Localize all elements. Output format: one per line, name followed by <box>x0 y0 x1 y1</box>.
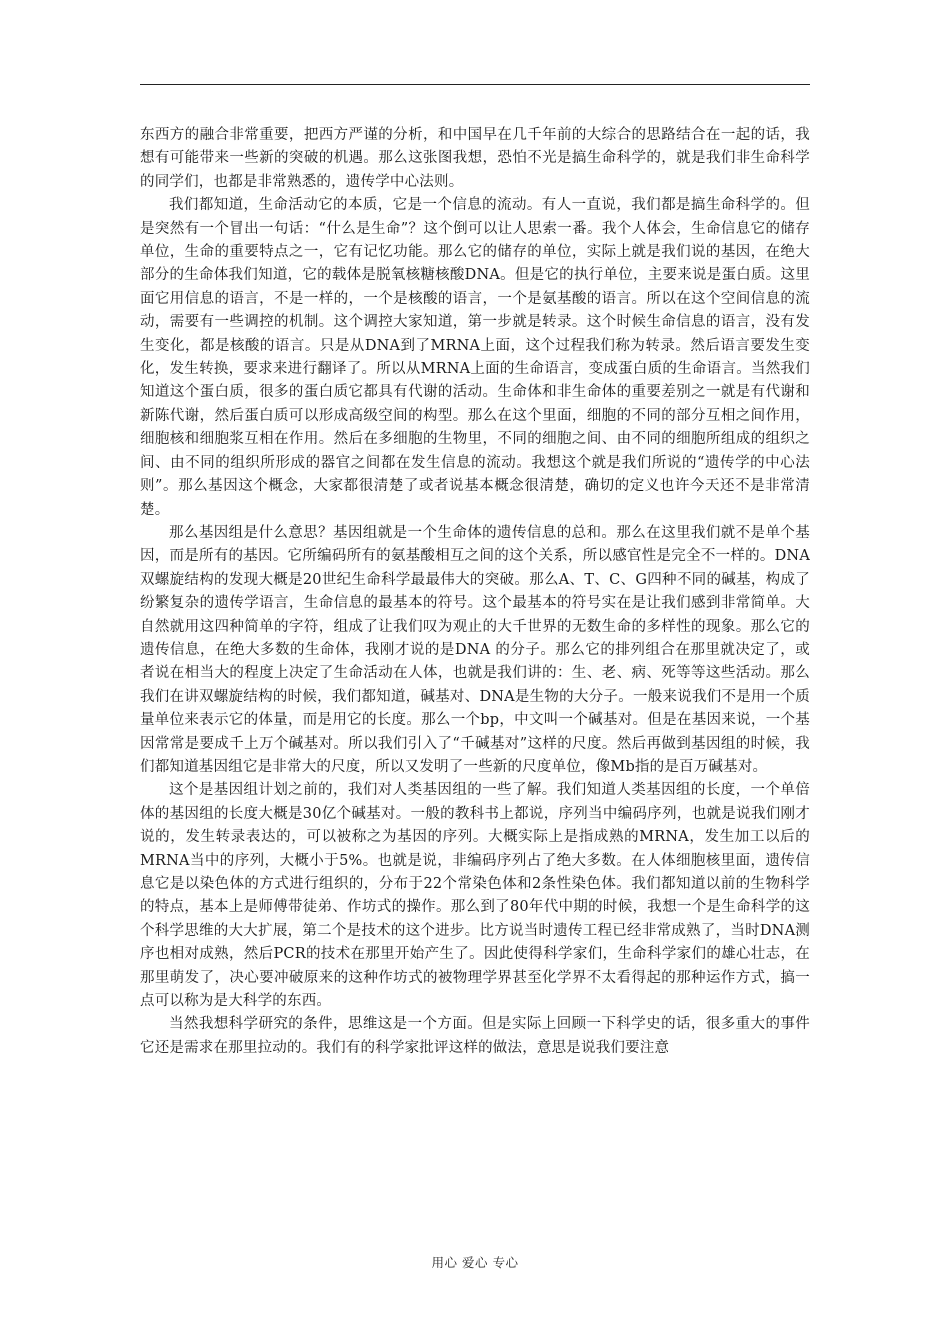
paragraph-2: 我们都知道，生命活动它的本质，它是一个信息的流动。有人一直说，我们都是搞生命科学的。但是突然有一个冒出一句话：“什么是生命”？这个倒可以让人思索一番。我个人体会，生命信息它的储存单位，生命的重要特点之一，它有记忆功能。那么它的储存的单位，实际上就是我们说的基因，在绝大部分的生命体我们知道，它的载体是脱氧核糖核酸DNA。但是它的执行单位，主要来说是蛋白质。这里面它用信息的语言，不是一样的，一个是核酸的语言，一个是氨基酸的语言。所以在这个空间信息的流动，需要有一些调控的机制。这个调控大家知道，第一步就是转录。这个时候生命信息的语言，没有发生变化，都是核酸的语言。只是从DNA到了MRNA上面，这个过程我们称为转录。然后语言要发生变化，发生转换，要求来进行翻译了。所以从MRNA上面的生命语言，变成蛋白质的生命语言。当然我们知道这个蛋白质，很多的蛋白质它都具有代谢的活动。生命体和非生命体的重要差别之一就是有代谢和新陈代谢，然后蛋白质可以形成高级空间的构型。那么在这个里面，细胞的不同的部分互相之间作用，细胞核和细胞浆互相在作用。然后在多细胞的生物里，不同的细胞之间、由不同的细胞所组成的组织之间、由不同的组织所形成的器官之间都在发生信息的流动。我想这个就是我们所说的“遗传学的中心法则”。那么基因这个概念，大家都很清楚了或者说基本概念很清楚，确切的定义也许今天还不是非常清楚。 <box>140 197 810 518</box>
paragraph-4: 这个是基因组计划之前的，我们对人类基因组的一些了解。我们知道人类基因组的长度，一个单倍体的基因组的长度大概是30亿个碱基对。一般的教科书上都说，序列当中编码序列，也就是说我们刚才说的，发生转录表达的，可以被称之为基因的序列。大概实际上是指成熟的MRNA，发生加工以后的MRNA当中的序列，大概小于5%。也就是说，非编码序列占了绝大多数。在人体细胞核里面，遗传信息它是以染色体的方式进行组织的，分布于22个常染色体和2条性染色体。我们都知道以前的生物科学的特点，基本上是师傅带徒弟、作坊式的操作。那么到了80年代中期的时候，我想一个是生命科学的这个科学思维的大大扩展，第二个是技术的这个进步。比方说当时遗传工程已经非常成熟了，当时DNA测序也相对成熟，然后PCR的技术在那里开始产生了。因此使得科学家们，生命科学家们的雄心壮志，在那里萌发了，决心要冲破原来的这种作坊式的被物理学界甚至化学界不太看得起的那种运作方式，搞一点可以称为是大科学的东西。 <box>140 782 810 1010</box>
paragraph-5: 当然我想科学研究的条件，思维这是一个方面。但是实际上回顾一下科学史的话，很多重大的事件它还是需求在那里拉动的。我们有的科学家批评这样的做法，意思是说我们要注意 <box>140 1016 810 1056</box>
page-footer: 用心 爱心 专心 <box>431 1255 519 1270</box>
paragraph-3: 那么基因组是什么意思？基因组就是一个生命体的遗传信息的总和。那么在这里我们就不是单个基因，而是所有的基因。它所编码所有的氨基酸相互之间的这个关系，所以感官性是完全不一样的。DNA双螺旋结构的发现大概是20世纪生命科学最最伟大的突破。那么A、T、C、G四种不同的碱基，构成了纷繁复杂的遗传学语言，生命信息的最基本的符号。这个最基本的符号实在是让我们感到非常简单。大自然就用这四种简单的字符，组成了让我们叹为观止的大千世界的无数生命的多样性的现象。那么它的遗传信息，在绝大多数的生命体，我刚才说的是DNA 的分子。那么它的排列组合在那里就决定了，或者说在相当大的程度上决定了生命活动在人体，也就是我们讲的：生、老、病、死等等这些活动。那么我们在讲双螺旋结构的时候，我们都知道，碱基对、DNA是生物的大分子。一般来说我们不是用一个质量单位来表示它的体量，而是用它的长度。那么一个bp，中文叫一个碱基对。但是在基因来说，一个基因常常是要成千上万个碱基对。所以我们引入了“千碱基对”这样的尺度。然后再做到基因组的时候，我们都知道基因组它是非常大的尺度，所以又发明了一些新的尺度单位，像Mb指的是百万碱基对。 <box>140 524 810 775</box>
document-body <box>140 124 810 1060</box>
header-rule <box>140 84 810 85</box>
paragraph-1: 东西方的融合非常重要，把西方严谨的分析，和中国早在几千年前的大综合的思路结合在一起的话，我想有可能带来一些新的突破的机遇。那么这张图我想，恐怕不光是搞生命科学的，就是我们非生命科学的同学们，也都是非常熟悉的，遗传学中心法则。 <box>140 127 810 190</box>
